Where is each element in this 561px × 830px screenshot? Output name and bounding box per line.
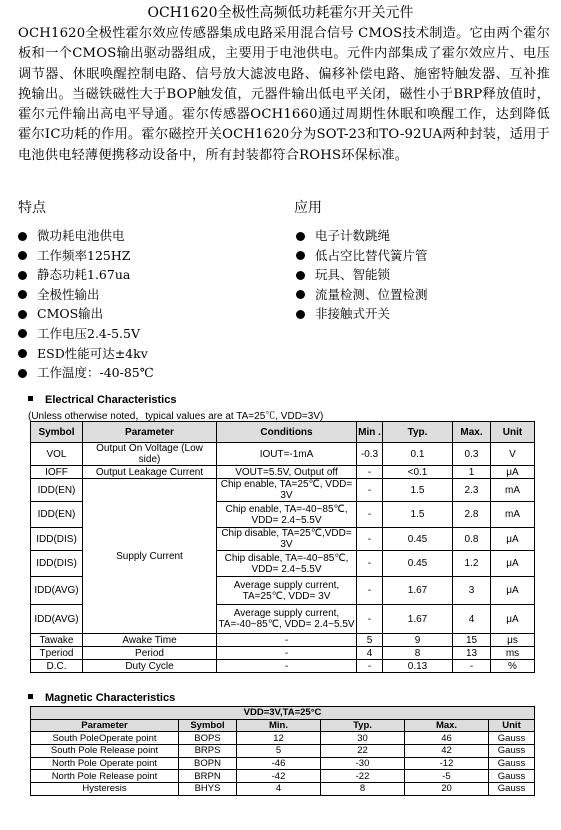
column-header: Typ. <box>383 422 453 443</box>
symbol-cell: IDD(DIS) <box>31 551 83 577</box>
parameter-cell: North Pole Release point <box>31 770 179 783</box>
parameter-cell: Hysteresis <box>31 783 179 796</box>
unit-cell: V <box>491 443 535 466</box>
bullet-icon <box>296 251 305 260</box>
conditions-cell: Chip disable, TA=25℃,VDD= 3V <box>217 528 357 551</box>
min-cell: - <box>357 551 383 577</box>
typ-cell: 22 <box>321 745 405 758</box>
unit-cell: % <box>491 660 535 673</box>
conditions-cell: Chip enable, TA=25℃, VDD= 3V <box>217 479 357 502</box>
conditions-cell: - <box>217 647 357 660</box>
typ-cell: 0.13 <box>383 660 453 673</box>
bullet-icon <box>18 271 27 280</box>
typ-cell: 30 <box>321 732 405 745</box>
conditions-cell: VOUT=5.5V, Output off <box>217 466 357 479</box>
feature-item: 全极性输出 <box>18 285 154 305</box>
column-header: Unit <box>491 422 535 443</box>
conditions-cell: Chip disable, TA=-40~85℃, VDD= 2.4~5.5V <box>217 551 357 577</box>
typ-cell: 8 <box>383 647 453 660</box>
table-row <box>31 732 535 745</box>
bullet-icon <box>296 310 305 319</box>
max-cell: 42 <box>405 745 489 758</box>
typ-cell: 0.1 <box>383 443 453 466</box>
unit-cell: Gauss <box>489 757 535 770</box>
bullet-icon <box>18 310 27 319</box>
column-header: Parameter <box>31 719 179 732</box>
table-condition-row <box>31 707 535 720</box>
parameter-cell: Output Leakage Current <box>83 466 217 479</box>
table-row <box>31 783 535 796</box>
max-cell: 46 <box>405 732 489 745</box>
min-cell: - <box>357 502 383 528</box>
min-cell: 4 <box>237 783 321 796</box>
unit-cell: Gauss <box>489 783 535 796</box>
bullet-icon <box>18 349 27 358</box>
column-header: Min. <box>237 719 321 732</box>
feature-item: CMOS输出 <box>18 304 154 324</box>
applications-list <box>296 226 428 324</box>
min-cell: -0.3 <box>357 443 383 466</box>
typ-cell: <0.1 <box>383 466 453 479</box>
min-cell: -46 <box>237 757 321 770</box>
electrical-title: Electrical Characteristics <box>28 394 176 406</box>
conditions-cell: Average supply current, TA=25℃, VDD= 3V <box>217 577 357 605</box>
typ-cell: 1.5 <box>383 502 453 528</box>
typ-cell: 1.67 <box>383 605 453 634</box>
column-header: Unit <box>489 719 535 732</box>
max-cell: 20 <box>405 783 489 796</box>
parameter-cell: Supply Current <box>83 479 217 634</box>
min-cell: - <box>357 605 383 634</box>
min-cell: 5 <box>357 634 383 647</box>
electrical-note: (Unless otherwise noted，typical values are at TA=25℃, VDD=3V) <box>28 411 324 422</box>
symbol-cell: IDD(AVG) <box>31 605 83 634</box>
max-cell: -12 <box>405 757 489 770</box>
table-row <box>31 443 535 466</box>
bullet-icon <box>296 232 305 241</box>
min-cell: 5 <box>237 745 321 758</box>
conditions-cell: - <box>217 660 357 673</box>
min-cell: - <box>357 528 383 551</box>
symbol-cell: BRPS <box>179 745 237 758</box>
features-list <box>18 226 154 383</box>
table-row <box>31 466 535 479</box>
table-row <box>31 647 535 660</box>
unit-cell: μA <box>491 528 535 551</box>
max-cell: - <box>453 660 491 673</box>
document-title: OCH1620全极性高频低功耗霍尔开关元件 <box>147 5 414 21</box>
bullet-icon <box>18 232 27 241</box>
min-cell: -42 <box>237 770 321 783</box>
symbol-cell: IDD(EN) <box>31 479 83 502</box>
conditions-cell: Average supply current, TA=-40~85℃, VDD= 2.4~5.5V <box>217 605 357 634</box>
bullet-icon <box>18 329 27 338</box>
typ-cell: 0.45 <box>383 551 453 577</box>
column-header: Max. <box>453 422 491 443</box>
table-row <box>31 770 535 783</box>
application-item: 玩具、智能锁 <box>296 265 428 285</box>
typ-cell: -22 <box>321 770 405 783</box>
feature-item: 微功耗电池供电 <box>18 226 154 246</box>
symbol-cell: IDD(EN) <box>31 502 83 528</box>
parameter-cell: Period <box>83 647 217 660</box>
column-header: Parameter <box>83 422 217 443</box>
parameter-cell: North Pole Operate point <box>31 757 179 770</box>
applications-heading: 应用 <box>294 200 322 216</box>
feature-item: 工作频率125HZ <box>18 246 154 266</box>
column-header: Min . <box>357 422 383 443</box>
square-bullet-icon <box>28 694 33 699</box>
max-cell: 13 <box>453 647 491 660</box>
min-cell: - <box>357 466 383 479</box>
table-header-row <box>31 422 535 443</box>
conditions-cell: - <box>217 634 357 647</box>
symbol-cell: IOFF <box>31 466 83 479</box>
column-header: Typ. <box>321 719 405 732</box>
application-item: 低占空比替代簧片管 <box>296 246 428 266</box>
unit-cell: ms <box>491 647 535 660</box>
unit-cell: μA <box>491 551 535 577</box>
parameter-cell: Awake Time <box>83 634 217 647</box>
condition-cell: VDD=3V,TA=25°C <box>31 707 535 720</box>
intro-paragraph: OCH1620全极性霍尔效应传感器集成电路采用混合信号 CMOS技术制造。它由两个霍尔板和一个CMOS输出驱动器组成，主要用于电池供电。元件内部集成了霍尔效应片、电压调节器、休眠唤醒控制电路、信号放大滤波电路、偏移补偿电路、施密特触发器、互补推挽输出。当磁铁磁性大于BOP触发值，元器件输出低电平关闭，磁性小于BRP释放值时，霍尔元件输出高电平导通。霍尔传感器OCH1660通过周期性休眠和唤醒工作，达到降低霍尔IC功耗的作用。霍尔磁控开关OCH1620分为SOT-23和TO-92UA两种封装，适用于电池供电轻薄便携移动设备中，所有封装都符合ROHS环保标准。 <box>18 26 550 163</box>
parameter-cell: South PoleOperate point <box>31 732 179 745</box>
bullet-icon <box>296 271 305 280</box>
symbol-cell: Tawake <box>31 634 83 647</box>
unit-cell: mA <box>491 502 535 528</box>
symbol-cell: Tperiod <box>31 647 83 660</box>
symbol-cell: VOL <box>31 443 83 466</box>
table-header-row <box>31 719 535 732</box>
max-cell: 1 <box>453 466 491 479</box>
symbol-cell: BRPN <box>179 770 237 783</box>
min-cell: - <box>357 660 383 673</box>
column-header: Conditions <box>217 422 357 443</box>
column-header: Symbol <box>179 719 237 732</box>
bullet-icon <box>296 290 305 299</box>
application-item: 非接触式开关 <box>296 304 428 324</box>
max-cell: 3 <box>453 577 491 605</box>
symbol-cell: BOPS <box>179 732 237 745</box>
application-item: 流量检测、位置检测 <box>296 285 428 305</box>
min-cell: - <box>357 577 383 605</box>
unit-cell: Gauss <box>489 770 535 783</box>
feature-item: ESD性能可达±4kv <box>18 344 154 364</box>
min-cell: 12 <box>237 732 321 745</box>
symbol-cell: BHYS <box>179 783 237 796</box>
parameter-cell: Output On Voltage (Low side) <box>83 443 217 466</box>
bullet-icon <box>18 251 27 260</box>
features-heading: 特点 <box>18 200 46 216</box>
symbol-cell: IDD(AVG) <box>31 577 83 605</box>
bullet-icon <box>18 369 27 378</box>
electrical-table <box>30 421 535 673</box>
application-item: 电子计数跳绳 <box>296 226 428 246</box>
max-cell: -5 <box>405 770 489 783</box>
column-header: Symbol <box>31 422 83 443</box>
min-cell: - <box>357 479 383 502</box>
parameter-cell: Duty Cycle <box>83 660 217 673</box>
max-cell: 0.8 <box>453 528 491 551</box>
feature-item: 工作温度：-40-85℃ <box>18 363 154 383</box>
bullet-icon <box>18 290 27 299</box>
typ-cell: 9 <box>383 634 453 647</box>
symbol-cell: D.C. <box>31 660 83 673</box>
table-row <box>31 634 535 647</box>
max-cell: 15 <box>453 634 491 647</box>
table-row <box>31 660 535 673</box>
magnetic-table <box>30 706 535 796</box>
max-cell: 0.3 <box>453 443 491 466</box>
table-row <box>31 745 535 758</box>
max-cell: 4 <box>453 605 491 634</box>
column-header: Max. <box>405 719 489 732</box>
unit-cell: Gauss <box>489 732 535 745</box>
unit-cell: mA <box>491 479 535 502</box>
unit-cell: μA <box>491 577 535 605</box>
typ-cell: 8 <box>321 783 405 796</box>
symbol-cell: BOPN <box>179 757 237 770</box>
unit-cell: μA <box>491 605 535 634</box>
typ-cell: 0.45 <box>383 528 453 551</box>
magnetic-title: Magnetic Characteristics <box>28 692 175 704</box>
max-cell: 1.2 <box>453 551 491 577</box>
conditions-cell: IOUT=-1mA <box>217 443 357 466</box>
symbol-cell: IDD(DIS) <box>31 528 83 551</box>
conditions-cell: Chip enable, TA=-40~85℃, VDD= 2.4~5.5V <box>217 502 357 528</box>
unit-cell: Gauss <box>489 745 535 758</box>
typ-cell: 1.67 <box>383 577 453 605</box>
typ-cell: -30 <box>321 757 405 770</box>
table-row <box>31 757 535 770</box>
unit-cell: μs <box>491 634 535 647</box>
unit-cell: μA <box>491 466 535 479</box>
max-cell: 2.3 <box>453 479 491 502</box>
max-cell: 2.8 <box>453 502 491 528</box>
parameter-cell: South Pole Release point <box>31 745 179 758</box>
min-cell: 4 <box>357 647 383 660</box>
square-bullet-icon <box>28 396 33 401</box>
feature-item: 工作电压2.4-5.5V <box>18 324 154 344</box>
feature-item: 静态功耗1.67ua <box>18 265 154 285</box>
table-row <box>31 479 535 502</box>
typ-cell: 1.5 <box>383 479 453 502</box>
